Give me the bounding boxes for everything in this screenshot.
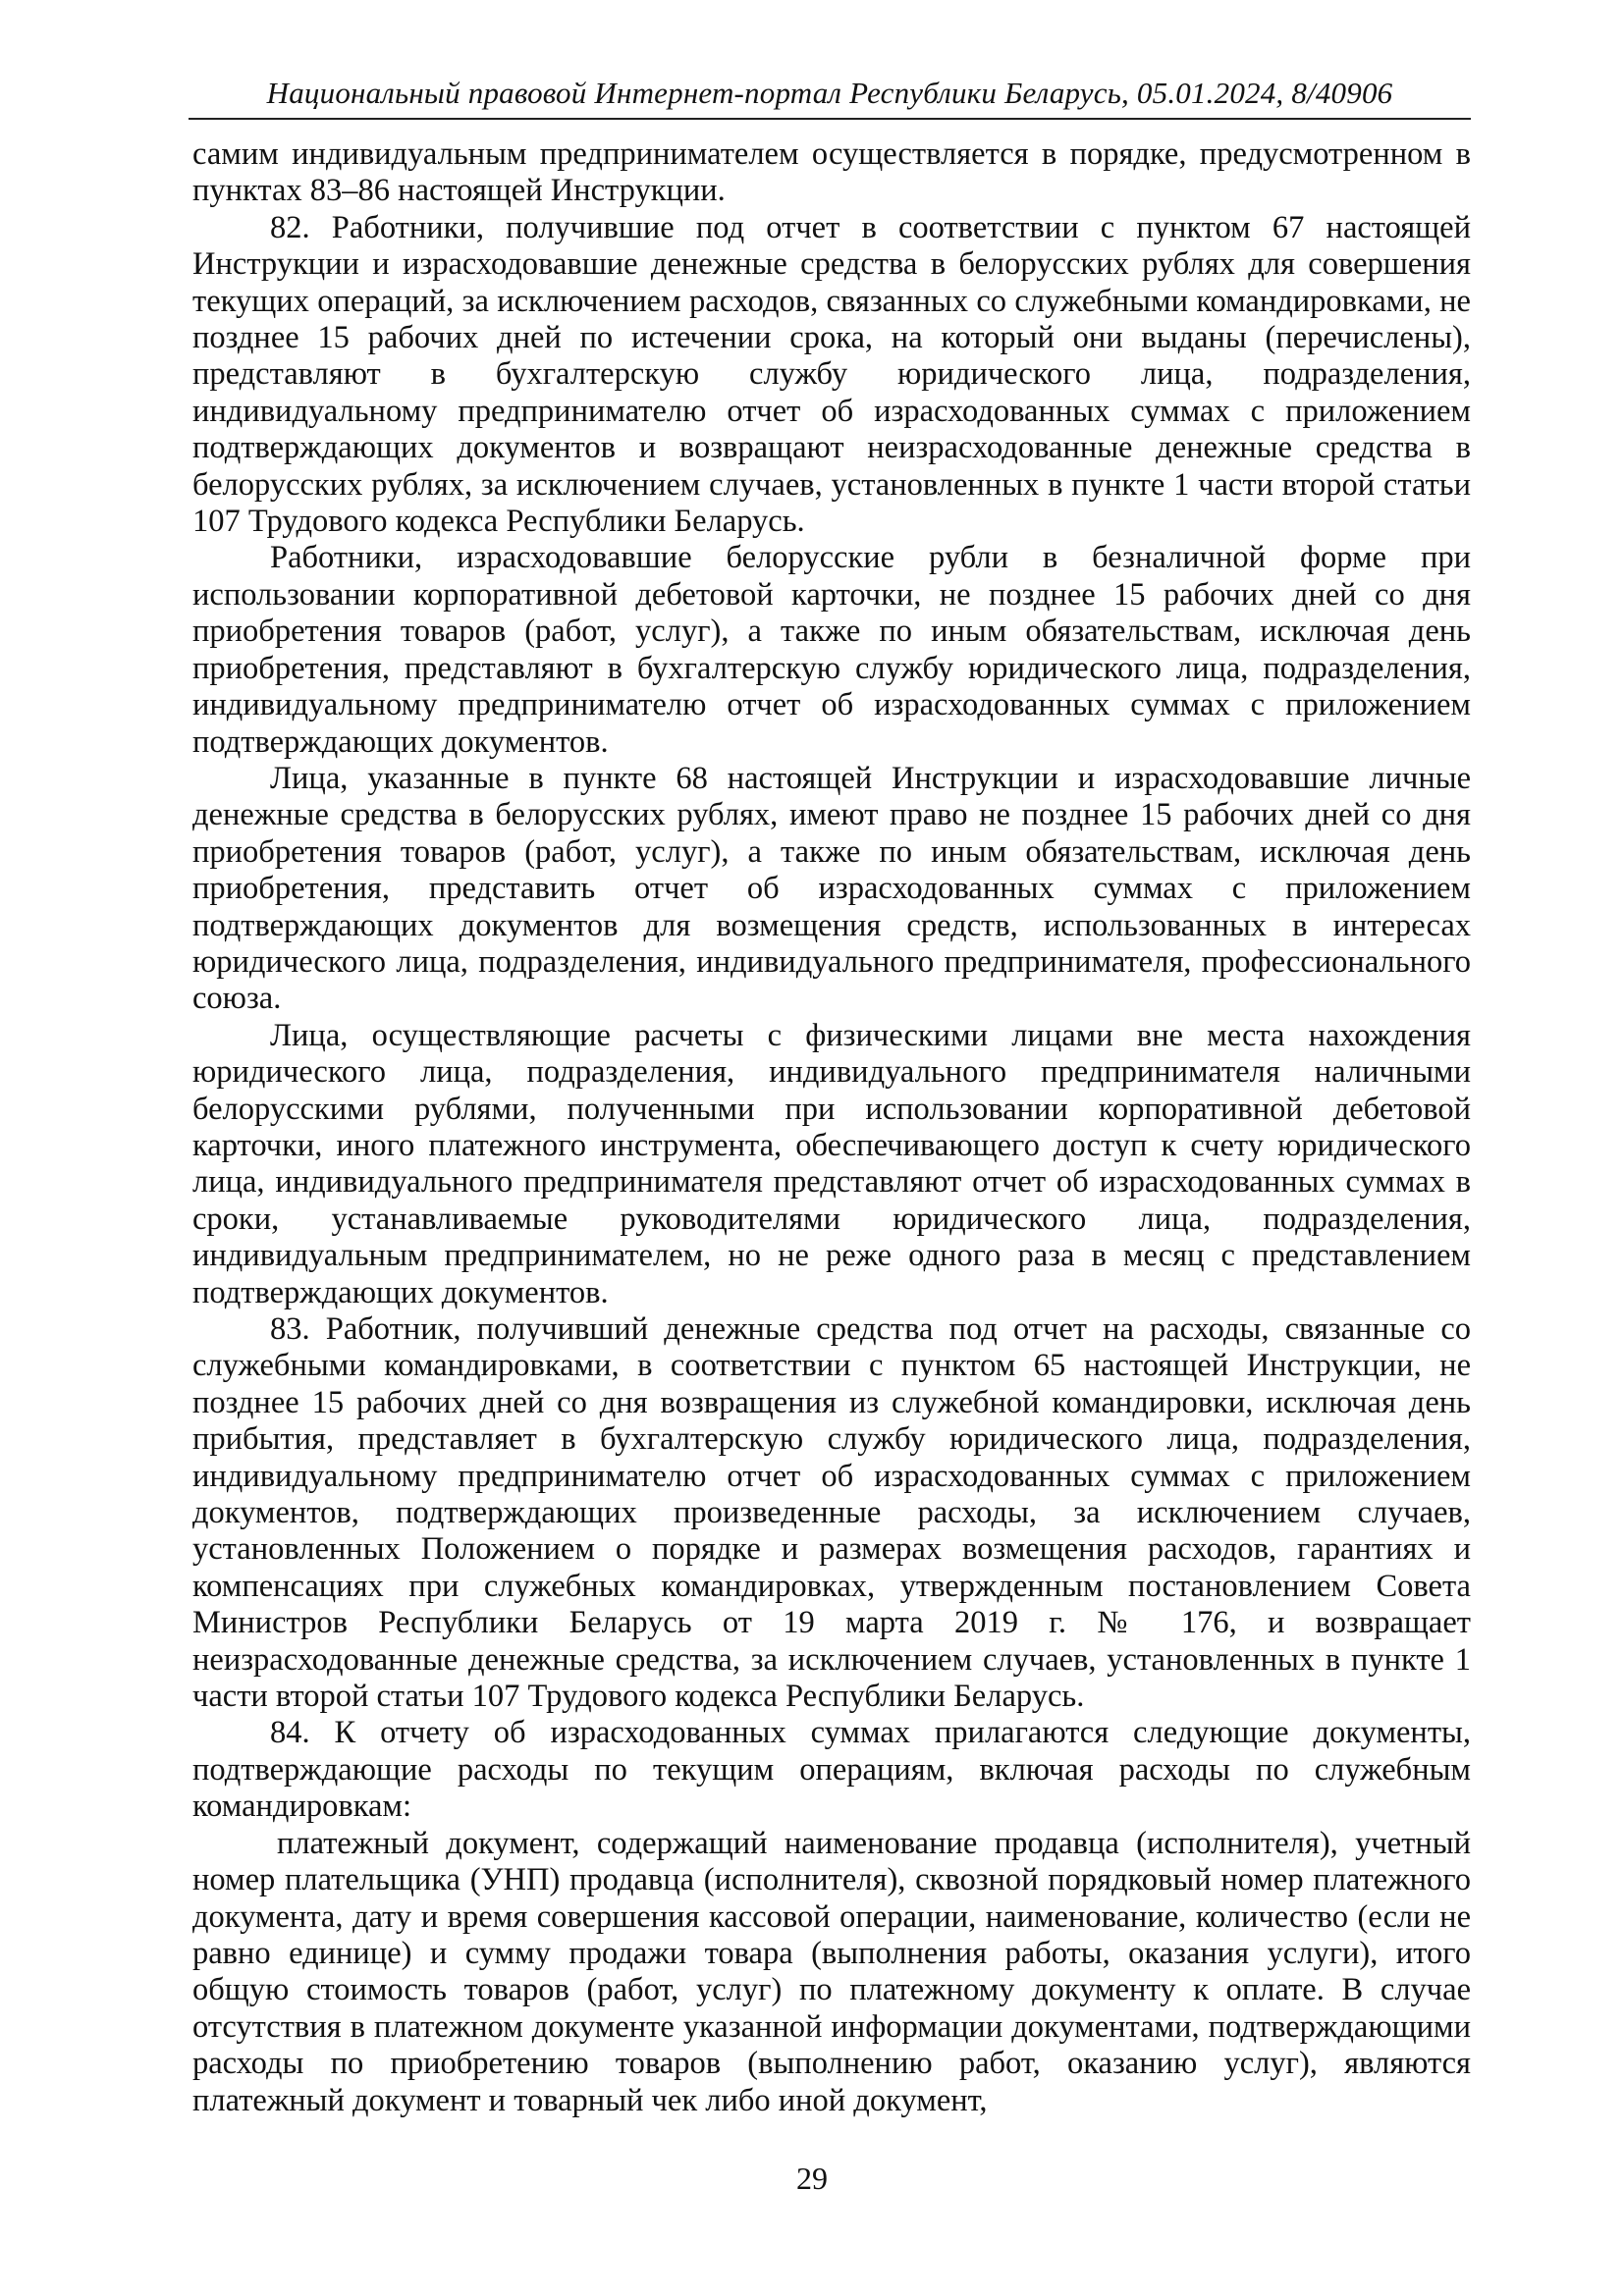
- paragraph-83: 83. Работник, получивший денежные средства под отчет на расходы, связанные со служебными командировками, в соответствии с пунктом 65 настоящей Инструкции, не позднее 15 рабочих дней со дня возвращения из служебной командировки, исключая день прибытия, представляет в бухгалтерскую службу юридического лица, подразделения, индивидуальному предпринимателю отчет об израсходованных суммах с приложением документов, подтверждающих произведенные расходы, за исключением случаев, установленных Положением о порядке и размерах возмещения расходов, гарантиях и компенсациях при служебных командировках, утвержденным постановлением Совета Министров Республики Беларусь от 19 марта 2019 г. № 176, и возвращает неизрасходованные денежные средства, за исключением случаев, установленных в пункте 1 части второй статьи 107 Трудового кодекса Республики Беларусь.: [192, 1311, 1471, 1715]
- page-header: Национальный правовой Интернет-портал Республики Беларусь, 05.01.2024, 8/40906: [189, 75, 1471, 120]
- paragraph-82: 82. Работники, получившие под отчет в соответствии с пунктом 67 настоящей Инструкции и израсходовавшие денежные средства в белорусских рублях для совершения текущих операций, за исключением расходов, связанных со служебными командировками, не позднее 15 рабочих дней по истечении срока, на который они выданы (перечислены), представляют в бухгалтерскую службу юридического лица, подразделения, индивидуальному предпринимателю отчет об израсходованных суммах с приложением подтверждающих документов и возвращают неизрасходованные денежные средства в белорусских рублях, за исключением случаев, установленных в пункте 1 части второй статьи 107 Трудового кодекса Республики Беларусь.: [192, 209, 1471, 540]
- page-number: 29: [796, 2161, 828, 2196]
- paragraph-84-item-1: платежный документ, содержащий наименование продавца (исполнителя), учетный номер плательщика (УНП) продавца (исполнителя), сквозной порядковый номер платежного документа, дату и время совершения кассовой операции, наименование, количество (если не равно единице) и сумму продажи товара (выполнения работы, оказания услуги), итого общую стоимость товаров (работ, услуг) по платежному документу к оплате. В случае отсутствия в платежном документе указанной информации документами, подтверждающими расходы по приобретению товаров (выполнению работ, оказанию услуг), являются платежный документ и товарный чек либо иной документ,: [192, 1825, 1471, 2118]
- paragraph-82-part-3: Лица, указанные в пункте 68 настоящей Инструкции и израсходовавшие личные денежные средства в белорусских рублях, имеют право не позднее 15 рабочих дней со дня приобретения товаров (работ, услуг), а также по иным обязательствам, исключая день приобретения, представить отчет об израсходованных суммах с приложением подтверждающих документов для возмещения средств, использованных в интересах юридического лица, подразделения, индивидуального предпринимателя, профессионального союза.: [192, 760, 1471, 1017]
- paragraph-82-part-2: Работники, израсходовавшие белорусские рубли в безналичной форме при использовании корпоративной дебетовой карточки, не позднее 15 рабочих дней со дня приобретения товаров (работ, услуг), а также по иным обязательствам, исключая день приобретения, представляют в бухгалтерскую службу юридического лица, подразделения, индивидуальному предпринимателю отчет об израсходованных суммах с приложением подтверждающих документов.: [192, 540, 1471, 760]
- paragraph-82-part-4: Лица, осуществляющие расчеты с физическими лицами вне места нахождения юридического лица, подразделения, индивидуального предпринимателя наличными белорусскими рублями, полученными при использовании корпоративной дебетовой карточки, иного платежного инструмента, обеспечивающего доступ к счету юридического лица, индивидуального предпринимателя представляют отчет об израсходованных суммах в сроки, устанавливаемые руководителями юридического лица, подразделения, индивидуальным предпринимателем, но не реже одного раза в месяц с представлением подтверждающих документов.: [192, 1017, 1471, 1310]
- paragraph-continuation: самим индивидуальным предпринимателем осуществляется в порядке, предусмотренном в пунктах 83–86 настоящей Инструкции.: [192, 136, 1471, 209]
- paragraph-84: 84. К отчету об израсходованных суммах прилагаются следующие документы, подтверждающие расходы по текущим операциям, включая расходы по служебным командировкам:: [192, 1715, 1471, 1825]
- document-body: [192, 136, 1471, 2119]
